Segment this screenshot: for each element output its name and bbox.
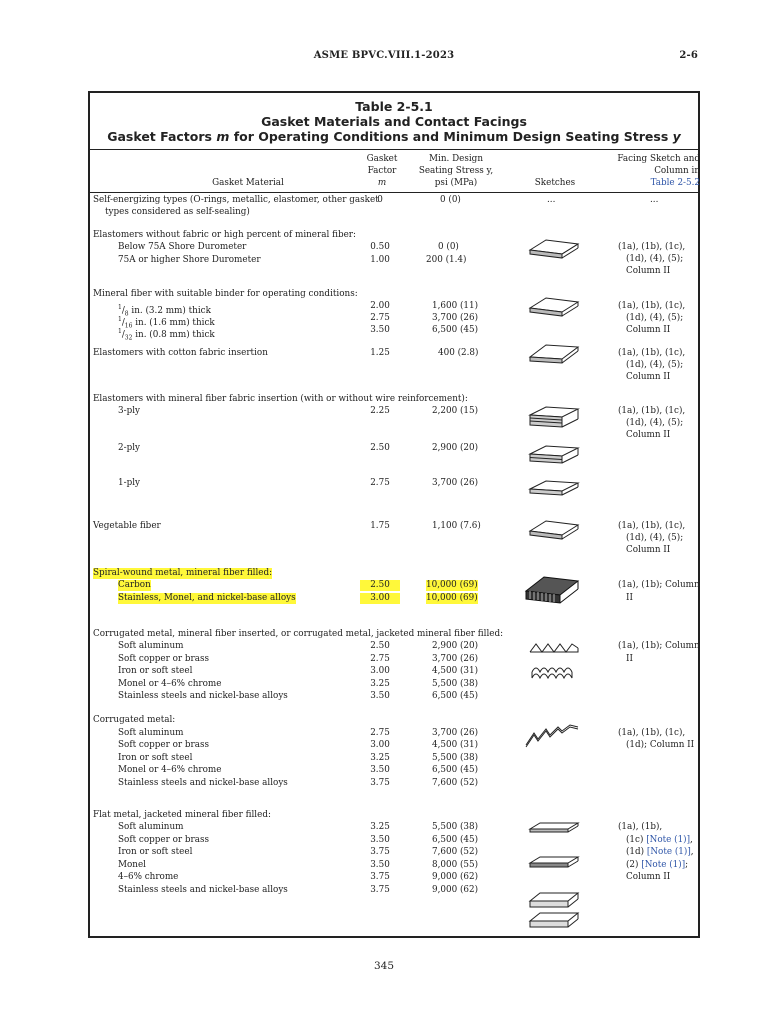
material-item: Iron or soft steel [118,847,193,857]
note-1-link[interactable]: [Note (1)] [646,847,691,857]
col-header-sketches: Sketches [534,178,576,188]
col-header-stress: Min. Design Seating Stress y, psi (MPa) [418,154,494,188]
material-item: 4–6% chrome [118,872,179,882]
y-value: 4,500 (31) [432,666,479,676]
page-reference: 2-6 [679,50,698,61]
y-value: 9,000 (62) [432,885,479,895]
facing-ref: (1a), (1b), (1c), [618,348,686,358]
material-item: Monel or 4–6% chrome [118,765,222,775]
m-value: 3.75 [370,872,390,882]
flat-gasket-sketch [526,236,582,266]
y-value: 5,500 (38) [432,753,479,763]
facing-ref: (1c) [Note (1)], [626,835,693,845]
col-header-factor: Gasket Factor m [366,154,398,188]
facing-ref: (1a), (1b), (1c), [618,728,686,738]
group-title: Elastomers with mineral fiber fabric insertion (with or without wire reinforcement): [93,394,468,404]
row-self-energizing-cont: types considered as self-sealing) [105,207,250,217]
material-item: 3-ply [118,406,140,416]
facing-ref: (1d), (4), (5); [626,360,684,370]
corrugated-metal-sketch [522,723,584,751]
table-subtitle: Gasket Factors m for Operating Conditions and Minimum Design Seating Stress y [107,129,681,144]
material-item: Soft copper or brass [118,835,210,845]
y-value: 4,500 (31) [432,740,479,750]
facing-ref: II [626,654,633,664]
y-value: 400 (2.8) [438,348,479,358]
one-ply-gasket-sketch [526,477,582,503]
m-value: 3.00 [370,666,390,676]
y-value: 6,500 (45) [432,835,479,845]
flat-jacketed-sketch-a [526,819,582,837]
group-title: Mineral fiber with suitable binder for operating conditions: [93,289,358,299]
three-ply-gasket-sketch [526,403,582,433]
material-item: 2-ply [118,443,140,453]
col-header-facing: Facing Sketch and Column in Table 2-5.2 [600,153,700,189]
y-value: 7,600 (52) [432,847,479,857]
vegetable-fiber-sketch [526,517,582,547]
m-value: 0.50 [370,242,390,252]
material-item: Soft copper or brass [118,740,210,750]
table-number: Table 2-5.1 [355,99,433,114]
material-item: $^1/_{16}$ in. (1.6 mm) thick [118,316,215,330]
table-title: Gasket Materials and Contact Facings [261,114,527,129]
flat-jacketed-sketch-c [526,889,582,933]
y-value: 1,600 (11) [432,301,479,311]
m-value: 2.50 [360,580,400,591]
m-value: 3.75 [370,778,390,788]
material-item: Carbon [118,580,151,590]
material-item: Soft copper or brass [118,654,210,664]
y-value: 9,000 (62) [432,872,479,882]
corrugated-inserted-sketch [526,638,582,684]
spiral-wound-gasket-sketch [522,573,582,609]
note-1-link[interactable]: [Note (1)] [641,860,686,870]
flat-gasket-sketch [526,294,582,324]
material-item: Stainless steels and nickel-base alloys [118,778,288,788]
facing-ref: II [626,593,633,603]
material-item: Iron or soft steel [118,753,193,763]
m-value: 2.50 [370,443,390,453]
group-title: Flat metal, jacketed mineral fiber filled: [93,810,271,820]
facing-ref: (1d), (4), (5); [626,533,684,543]
material-item: Soft aluminum [118,641,184,651]
material-item: $^1/_{32}$ in. (0.8 mm) thick [118,328,215,342]
facing-ref: (1a), (1b); Column [618,580,700,590]
m-value: 3.00 [370,740,390,750]
y-value: 1,100 (7.6) [432,521,481,531]
header-rule-bottom [90,192,698,193]
material-item: Soft aluminum [118,822,184,832]
material-item: 75A or higher Shore Durometer [118,255,261,265]
facing-ref: Column II [626,372,671,382]
y-value: 3,700 (26) [432,313,479,323]
m-value: 3.75 [370,847,390,857]
header-rule-top [90,149,698,150]
y-value: 7,600 (52) [432,778,479,788]
two-ply-gasket-sketch [526,442,582,470]
y-value: 10,000 (69) [426,580,478,590]
sketch-none: ... [547,195,556,205]
m-value: 2.50 [370,641,390,651]
material-item: Below 75A Shore Durometer [118,242,247,252]
note-1-link[interactable]: [Note (1)] [646,835,691,845]
m-value: 3.50 [370,765,390,775]
y-value: 6,500 (45) [432,691,479,701]
y-value: 5,500 (38) [432,679,479,689]
facing-ref: Column II [626,545,671,555]
group-title: Elastomers without fabric or high percent of mineral fiber: [93,230,356,240]
y-value: 6,500 (45) [432,325,479,335]
facing-ref: Column II [626,872,671,882]
material-item: Soft aluminum [118,728,184,738]
facing-ref: Column II [626,430,671,440]
col-header-material: Gasket Material [212,178,284,188]
material-item: Stainless, Monel, and nickel-base alloys [118,593,296,603]
facing-ref: (1a), (1b); Column [618,641,700,651]
y-value: 6,500 (45) [432,765,479,775]
y-value: 5,500 (38) [432,822,479,832]
facing-ref: (1a), (1b), (1c), [618,521,686,531]
y-value: 3,700 (26) [432,478,479,488]
facing-ref: (1d), (4), (5); [626,313,684,323]
m-value: 3.50 [370,860,390,870]
m-value: 2.25 [370,406,390,416]
facing-ref: Column II [626,325,671,335]
y-value: 200 (1.4) [426,255,467,265]
m-value: 2.75 [370,728,390,738]
table-2-5-2-link[interactable]: Table 2-5.2 [650,178,700,188]
group-title: Spiral-wound metal, mineral fiber filled: [93,568,273,578]
m-value: 3.75 [370,885,390,895]
y-value: 3,700 (26) [432,728,479,738]
m-value: 3.00 [360,593,400,604]
y-value: 2,900 (20) [432,641,479,651]
fabric-gasket-sketch [526,341,582,371]
m-value: 3.25 [370,679,390,689]
flat-jacketed-sketch-b [526,853,582,871]
m-value: 3.25 [370,822,390,832]
material-item: Stainless steels and nickel-base alloys [118,885,288,895]
y-value: 8,000 (55) [432,860,479,870]
y-value: 2,200 (15) [432,406,479,416]
m-value: 3.50 [370,691,390,701]
page-number: 345 [373,960,395,972]
y-value: 0 (0) [438,242,459,252]
m-value: 2.00 [370,301,390,311]
facing-none: ... [650,195,659,205]
m-value: 3.25 [370,753,390,763]
facing-ref: (1d), (4), (5); [626,254,684,264]
facing-ref: (1d); Column II [626,740,695,750]
material-item: Monel [118,860,146,870]
material-item: $^1/_8$ in. (3.2 mm) thick [118,304,211,318]
material-item: Monel or 4–6% chrome [118,679,222,689]
m-value: 1.00 [370,255,390,265]
m-value: 2.75 [370,313,390,323]
facing-ref: (1d) [Note (1)], [626,847,694,857]
y-value: 3,700 (26) [432,654,479,664]
m-value: 3.50 [370,325,390,335]
group-title: Elastomers with cotton fabric insertion [93,348,268,358]
m-value: 1.75 [370,521,390,531]
y-value: 10,000 (69) [426,593,478,603]
running-header: ASME BPVC.VIII.1-2023 [313,50,455,61]
m-value: 1.25 [370,348,390,358]
y-value: 0 (0) [440,195,461,205]
row-self-energizing: Self-energizing types (O-rings, metallic, elastomer, other gasket [93,195,379,205]
facing-ref: (2) [Note (1)]; [626,860,689,870]
m-value: 2.75 [370,478,390,488]
group-title: Corrugated metal: [93,715,176,725]
material-item: Stainless steels and nickel-base alloys [118,691,288,701]
m-value: 3.50 [370,835,390,845]
material-item: 1-ply [118,478,140,488]
group-title: Corrugated metal, mineral fiber inserted, or corrugated metal, jacketed mineral fiber filled: [93,629,504,639]
table-frame [88,91,700,938]
facing-ref: Column II [626,266,671,276]
facing-ref: (1a), (1b), (1c), [618,242,686,252]
facing-ref: (1a), (1b), (1c), [618,301,686,311]
facing-ref: (1d), (4), (5); [626,418,684,428]
facing-ref: (1a), (1b), (1c), [618,406,686,416]
material-item: Iron or soft steel [118,666,193,676]
y-value: 2,900 (20) [432,443,479,453]
m-value: 2.75 [370,654,390,664]
m-value: 0 [377,195,383,205]
group-title: Vegetable fiber [93,521,161,531]
facing-ref: (1a), (1b), [618,822,663,832]
